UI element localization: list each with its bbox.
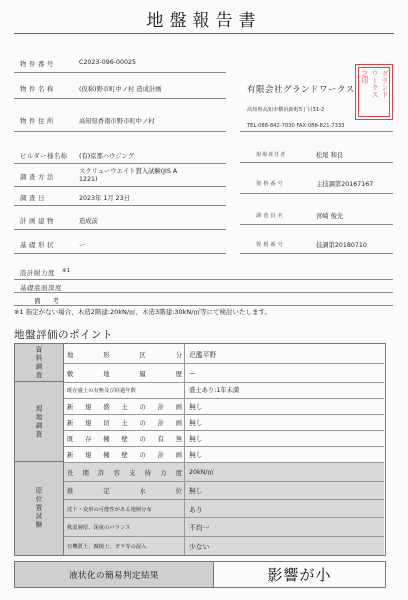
divider (240, 193, 393, 194)
title-divider (14, 33, 394, 34)
property-name-value: (仮称)野市町中ノ村 造成計画 (79, 86, 162, 93)
row-label: 軟弱層厚、深度のバランス (67, 525, 131, 531)
row-label: 沈下・変形の可能性がある地層分布 (67, 507, 152, 513)
divider (240, 224, 393, 225)
site-manager-name: 松尾 和良 (316, 152, 344, 159)
liquefaction-result (14, 561, 386, 588)
design-bearing-note: ※1 (62, 268, 71, 274)
surveyor-name: 宮崎 俊光 (316, 213, 344, 220)
divider (14, 72, 226, 73)
row-label: 新規擁壁の計画 (67, 452, 182, 459)
page-title: 地盤報告書 (146, 11, 262, 31)
row-value: 20kN/㎡ (189, 469, 214, 476)
bearing-note: ※1 指定がない場合、木造2階建:20kN/㎡、木造3階建:30kN/㎡等にて検討いたします。 (14, 308, 271, 316)
row-label: 推定水位 (67, 488, 182, 495)
builder-value: (有)京那ハウジング (79, 153, 135, 160)
row-label: 有機質土、腐植土、ガラ等の混入 (67, 544, 147, 550)
foundation-depth-label: 基礎底面深度 (20, 284, 62, 292)
row-value: あり (189, 506, 203, 514)
result-label: 液状化の簡易判定結果 (15, 562, 214, 587)
row-value: 盛土あり:1年未満 (189, 387, 240, 394)
foundation-type-label: 基礎形状 (20, 241, 56, 249)
survey-date-value: 2023年 1月 23日 (79, 195, 130, 202)
result-value: 影響が小 (267, 566, 332, 584)
property-location-value: 高知県香南市野市町中ノ村 (79, 118, 155, 125)
row-label: 敷地履歴 (67, 371, 182, 378)
row-value: 不均一 (189, 524, 210, 532)
foundation-type-value: ー (79, 242, 86, 249)
property-location-label: 物件住所 (20, 117, 56, 125)
remarks-label: 備考 (34, 297, 71, 305)
survey-method-label: 調査方法 (20, 173, 56, 181)
divider (14, 163, 226, 164)
design-bearing-label: 設計耐力度 (20, 269, 55, 277)
divider (14, 229, 226, 230)
divider (14, 292, 393, 293)
surveyor-label: 調査員名 (256, 213, 285, 219)
section-title: 地盤評価のポイント (14, 329, 113, 341)
row-value: 無し (189, 419, 203, 427)
site-manager-label: 現場責任者 (256, 152, 286, 158)
row-value: 無し (189, 403, 203, 411)
row-label: 新規切土の計画 (67, 420, 182, 427)
row-value: 無し (189, 435, 203, 443)
planned-building-value: 造成前 (79, 218, 98, 225)
divider (14, 131, 226, 132)
row-value: 無し (189, 451, 203, 459)
row-label: 地形区分 (67, 352, 182, 359)
group-in-situ-test: 原位置試験 (15, 462, 64, 555)
company-seal (355, 64, 393, 120)
divider (14, 98, 226, 99)
survey-date-label: 調査日 (20, 194, 47, 202)
divider (14, 305, 393, 306)
row-label: 既存盛土の有無及び経過年数 (67, 388, 136, 394)
license-number-2: 技調第20180710 (316, 242, 367, 249)
license-number-1: 主技調第20167167 (316, 181, 374, 188)
row-value: 氾濫平野 (189, 351, 217, 359)
group-site-survey: 現地調査 (15, 382, 64, 462)
divider (14, 186, 226, 187)
survey-method-value: スクリューウエイト貫入試験(JIS A 1221) (79, 168, 178, 183)
divider (14, 253, 226, 254)
seal-text-2: ワークス (371, 70, 379, 98)
divider (14, 205, 226, 206)
builder-label: ビルダー様名称 (20, 152, 68, 160)
divider (240, 162, 393, 163)
seal-text-1: グランド (381, 70, 389, 98)
divider (240, 131, 393, 132)
divider (240, 253, 393, 254)
row-label: 新規盛土の計画 (67, 404, 182, 411)
row-value: 無し (189, 487, 203, 495)
company-name: 有限会社グランドワークス (247, 85, 355, 95)
evaluation-table (14, 343, 386, 556)
row-value: ー (189, 370, 196, 378)
divider (14, 279, 393, 280)
property-name-label: 物件名称 (20, 85, 56, 93)
company-address: 高知県高知市横浜新町5丁目31-2 (247, 107, 325, 113)
group-desk-survey: 資料調査 (15, 344, 64, 382)
property-number-label: 物件番号 (20, 60, 56, 68)
license-label-1: 資格番号 (256, 181, 285, 187)
row-value: 少ない (189, 543, 210, 551)
property-number-value: C2023-096-00025 (79, 59, 137, 66)
company-contact: TEL:088-842-7030 FAX:088-821-7333 (247, 123, 345, 129)
row-label: 既存擁壁の有無 (67, 436, 182, 443)
planned-building-label: 計画建物 (20, 217, 56, 225)
seal-text-3: 之印 (361, 70, 369, 84)
row-label: 長期許容支持力度 (67, 470, 182, 477)
license-label-2: 資格番号 (256, 242, 285, 248)
